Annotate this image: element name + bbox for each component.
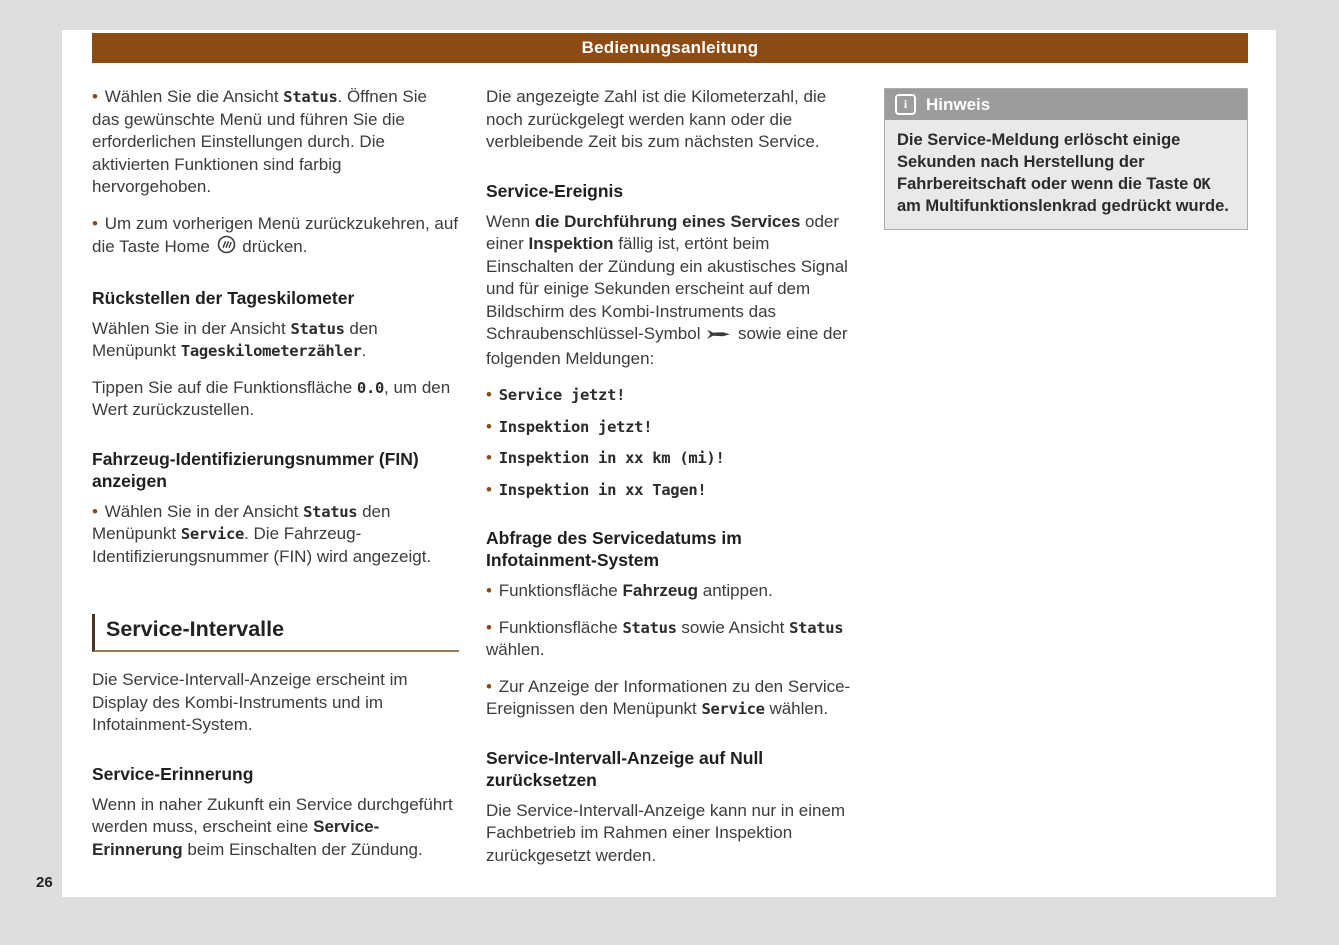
section-heading [486,747,852,791]
text-run: Inspektion [528,234,614,253]
bullet-icon: • [486,416,492,436]
info-icon: i [895,94,916,115]
section-heading [486,180,852,202]
note-box [884,88,1248,230]
text-run: Wenn [486,211,535,231]
bullet-paragraph [486,676,852,721]
text-run: OK [1192,175,1211,193]
bullet-paragraph [92,213,459,261]
text-run: Service [180,525,245,543]
bullet-icon: • [92,501,98,521]
text-run: Die Service-Intervall-Anzeige kann nur in einem Fachbetrieb im Rahmen einer Inspektion zurückgesetzt werden. [486,800,846,865]
chapter-heading [92,614,459,652]
text-run: Service-Ereignis [486,180,624,201]
text-run: Die Service-Intervall-Anzeige erscheint im Display des Kombi-Instruments und im Infotainment-System. [92,670,408,734]
page-number: 26 [36,874,53,891]
text-run: antippen. [698,581,773,600]
bullet-paragraph [92,86,459,199]
text-run: Um zum vorherigen Menü zurückzukehren, auf die Taste Home [92,213,459,256]
text-column-middle [486,86,852,881]
bullet-paragraph [486,384,852,407]
bullet-icon: • [92,213,98,233]
text-run: Tageskilometerzähler [180,342,362,360]
text-run: Inspektion in xx Tagen! [498,480,707,499]
text-run: den Menüpunkt [92,318,378,360]
text-run: Funktionsfläche [498,617,623,637]
text-run: Wählen Sie die Ansicht [104,87,284,106]
paragraph [486,800,852,868]
text-run: den Menüpunkt [92,501,391,543]
page-title: Bedienungsanleitung [581,38,759,57]
note-title: Hinweis [926,94,991,114]
bullet-icon: • [486,479,492,499]
text-run: Status [303,502,358,521]
paragraph [92,377,459,422]
note-box-header [885,89,1247,120]
section-heading [92,763,459,785]
paragraph [92,669,459,737]
bullet-icon: • [486,617,492,637]
text-run: Service-Intervall-Anzeige auf Null zurücksetzen [486,747,764,790]
page-header-bar [92,33,1248,63]
text-run: oder einer [486,211,840,253]
text-run: Zur Anzeige der Informationen zu den Service-Ereignissen den Menüpunkt [486,676,851,718]
note-body [885,120,1247,229]
text-run: Inspektion in xx km (mi)! [498,449,725,467]
text-run: Fahrzeug-Identifizierungsnummer (FIN) anzeigen [92,448,419,491]
text-run: Service-Erinnerung [92,763,254,784]
wrench-icon [707,325,731,348]
text-run: . Öffnen Sie das gewünschte Menü und führen Sie die erforderlichen Einstellungen durch. Die aktivierten Funktionen sind farbig hervorgehoben. [92,87,427,196]
bullet-paragraph [486,479,852,502]
text-run: sowie Ansicht [676,617,790,637]
text-run: Wenn in naher Zukunft ein Service durchgeführt werden muss, erscheint eine [92,794,453,836]
bullet-paragraph [486,447,852,470]
bullet-paragraph [486,580,852,603]
text-run: die Durchführung eines Services [534,211,801,231]
bullet-icon: • [486,448,492,467]
paragraph [486,86,852,154]
text-column-left [92,86,459,875]
bullet-icon: • [486,385,492,404]
paragraph [486,211,852,371]
text-run: wählen. [764,699,829,718]
home-icon [217,235,236,261]
text-run: Rückstellen der Tageskilometer [92,287,355,308]
text-run: Status [290,319,345,338]
text-run: Status [789,618,844,637]
text-run: sowie eine der folgenden Meldungen: [486,324,848,368]
text-run: Tippen Sie auf die Funktionsfläche [92,377,357,397]
text-run: . [361,341,367,360]
text-run: Die angezeigte Zahl ist die Kilometerzahl, die noch zurückgelegt werden kann oder die verbleibende Zeit bis zum nächsten Service. [486,87,827,151]
manual-page [62,30,1276,897]
text-run: wählen. [486,640,545,659]
text-run: Funktionsfläche [498,581,623,600]
text-run: Status [283,88,338,106]
text-run: Wählen Sie in der Ansicht [104,501,304,521]
text-run: , um den Wert zurückzustellen. [92,377,451,419]
section-heading [92,287,459,309]
text-run: Service jetzt! [498,386,626,404]
text-run: Fahrzeug [622,581,699,600]
bullet-paragraph [92,501,459,569]
text-run: Die Service-Meldung erlöscht einige Sekunden nach Herstellung der Fahrbereitschaft oder wenn die Taste [897,131,1193,193]
paragraph [92,794,459,862]
text-run: . Die Fahrzeug-Identifizierungsnummer (FIN) wird angezeigt. [92,524,432,566]
bullet-icon: • [486,676,492,696]
text-run: 0.0 [356,378,385,397]
text-run: beim Einschalten der Zündung. [182,839,423,859]
text-run: Service-Intervalle [106,617,285,641]
text-run: Abfrage des Servicedatums im Infotainment-System [486,528,742,570]
section-heading [486,527,852,571]
bullet-paragraph [486,416,852,439]
section-heading [92,448,459,492]
text-run: Wählen Sie in der Ansicht [92,318,291,338]
bullet-paragraph [486,617,852,662]
text-run: Status [622,618,677,637]
text-run: fällig ist, ertönt beim Einschalten der Zündung ein akustisches Signal und für einige Sekunden erscheint auf dem Bildschirm des Kombi-Instruments das Schraubenschlüssel-Symbol [486,234,848,343]
text-run: am Multifunktionslenkrad gedrückt wurde. [897,197,1229,215]
bullet-icon: • [92,87,98,106]
text-run: Inspektion jetzt! [498,417,653,436]
text-run: drücken. [237,237,308,256]
text-run: Service [701,700,765,718]
bullet-icon: • [486,581,492,600]
text-run: Service-Erinnerung [92,817,380,859]
paragraph [92,318,459,363]
